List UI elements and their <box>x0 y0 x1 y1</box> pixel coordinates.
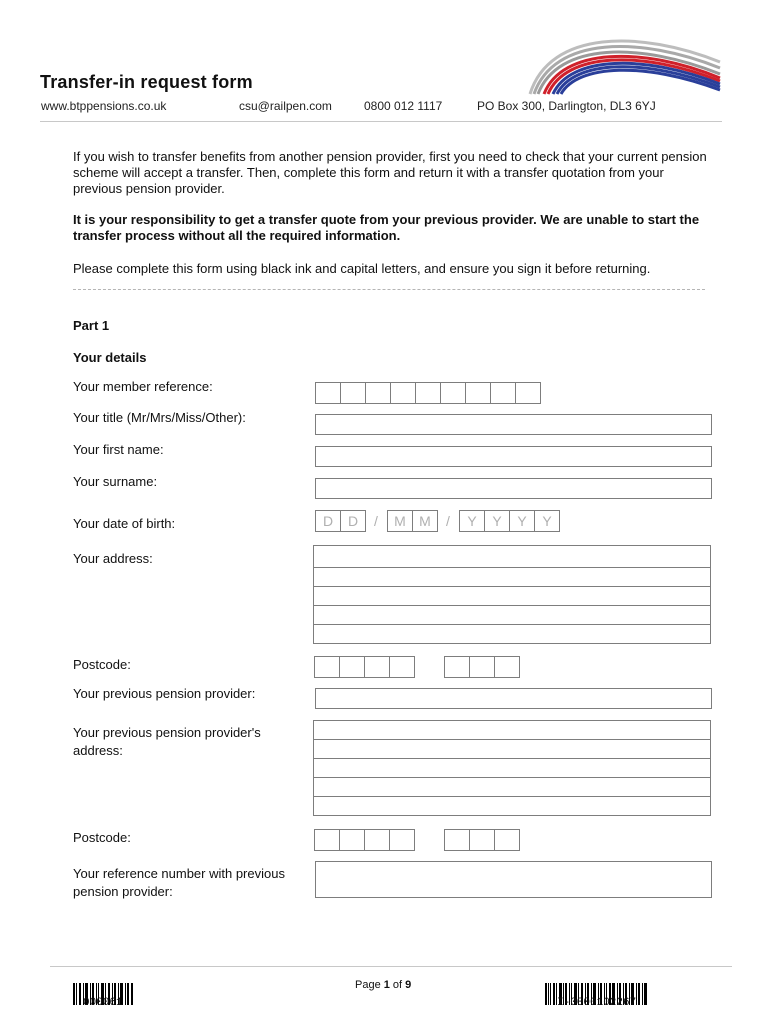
btp-logo-swoosh <box>520 20 725 96</box>
intro-paragraph: If you wish to transfer benefits from another pension provider, first you need to check that your current pension scheme will accept a transfer. Then, complete this form and return it with a transfer quotation from your previous pension provider. <box>73 149 707 196</box>
prev-postcode-inward-field[interactable] <box>444 829 519 851</box>
page-indicator: Page 1 of 9 <box>355 979 412 991</box>
surname-field[interactable] <box>315 478 712 499</box>
part-heading: Part 1 <box>73 318 110 333</box>
surname-label: Your surname: <box>73 474 158 489</box>
instructions-paragraph: Please complete this form using black ink and capital letters, and ensure you sign it before returning. <box>73 261 651 276</box>
postcode-label: Postcode: <box>73 657 131 672</box>
dob-month-cell[interactable]: M <box>412 510 438 532</box>
prev-address-label: Your previous pension provider's address: <box>73 725 261 758</box>
prev-provider-label: Your previous pension provider: <box>73 686 256 701</box>
dob-label: Your date of birth: <box>73 516 176 531</box>
total-pages: 9 <box>405 979 412 991</box>
dob-year-cell[interactable]: Y <box>484 510 510 532</box>
right-barcode-number: I-0000102267 <box>557 997 637 1009</box>
member-ref-field[interactable] <box>315 382 540 404</box>
prev-ref-label: Your reference number with previous pension provider: <box>73 866 285 899</box>
email-link[interactable]: csu@railpen.com <box>239 99 332 113</box>
title-field[interactable] <box>315 414 712 435</box>
responsibility-notice: It is your responsibility to get a transfer quote from your previous provider. We are unable to start the transfer process without all the required information. <box>73 212 700 243</box>
prev-postcode-outward-field[interactable] <box>314 829 414 851</box>
postal-address: PO Box 300, Darlington, DL3 6YJ <box>477 99 656 113</box>
current-page: 1 <box>383 979 390 991</box>
prev-provider-field[interactable] <box>315 688 712 709</box>
dob-separator: / <box>374 513 378 529</box>
title-label: Your title (Mr/Mrs/Miss/Other): <box>73 410 246 425</box>
footer-divider <box>50 966 732 967</box>
dob-separator: / <box>446 513 450 529</box>
dob-day-cell[interactable]: D <box>315 510 341 532</box>
left-barcode-number: 000061 <box>83 997 123 1009</box>
postcode-outward-field[interactable] <box>314 656 414 678</box>
header-divider <box>40 121 722 122</box>
member-ref-label: Your member reference: <box>73 379 213 394</box>
first-name-label: Your first name: <box>73 442 164 457</box>
dob-year-cell[interactable]: Y <box>534 510 560 532</box>
postcode-inward-field[interactable] <box>444 656 519 678</box>
first-name-field[interactable] <box>315 446 712 467</box>
dob-month-cell[interactable]: M <box>387 510 413 532</box>
dob-year-cell[interactable]: Y <box>459 510 485 532</box>
dob-year-cell[interactable]: Y <box>509 510 535 532</box>
section-heading: Your details <box>73 350 147 365</box>
address-label: Your address: <box>73 551 153 566</box>
phone-number: 0800 012 1117 <box>364 99 443 113</box>
dashed-divider <box>73 289 705 290</box>
prev-ref-field[interactable] <box>315 861 712 898</box>
dob-day-cell[interactable]: D <box>340 510 366 532</box>
website-link[interactable]: www.btppensions.co.uk <box>41 99 167 113</box>
prev-address-field[interactable] <box>313 720 711 816</box>
form-title: Transfer-in request form <box>40 72 253 92</box>
dob-field[interactable] <box>315 510 559 532</box>
address-field[interactable] <box>313 545 711 644</box>
prev-postcode-label: Postcode: <box>73 830 131 845</box>
